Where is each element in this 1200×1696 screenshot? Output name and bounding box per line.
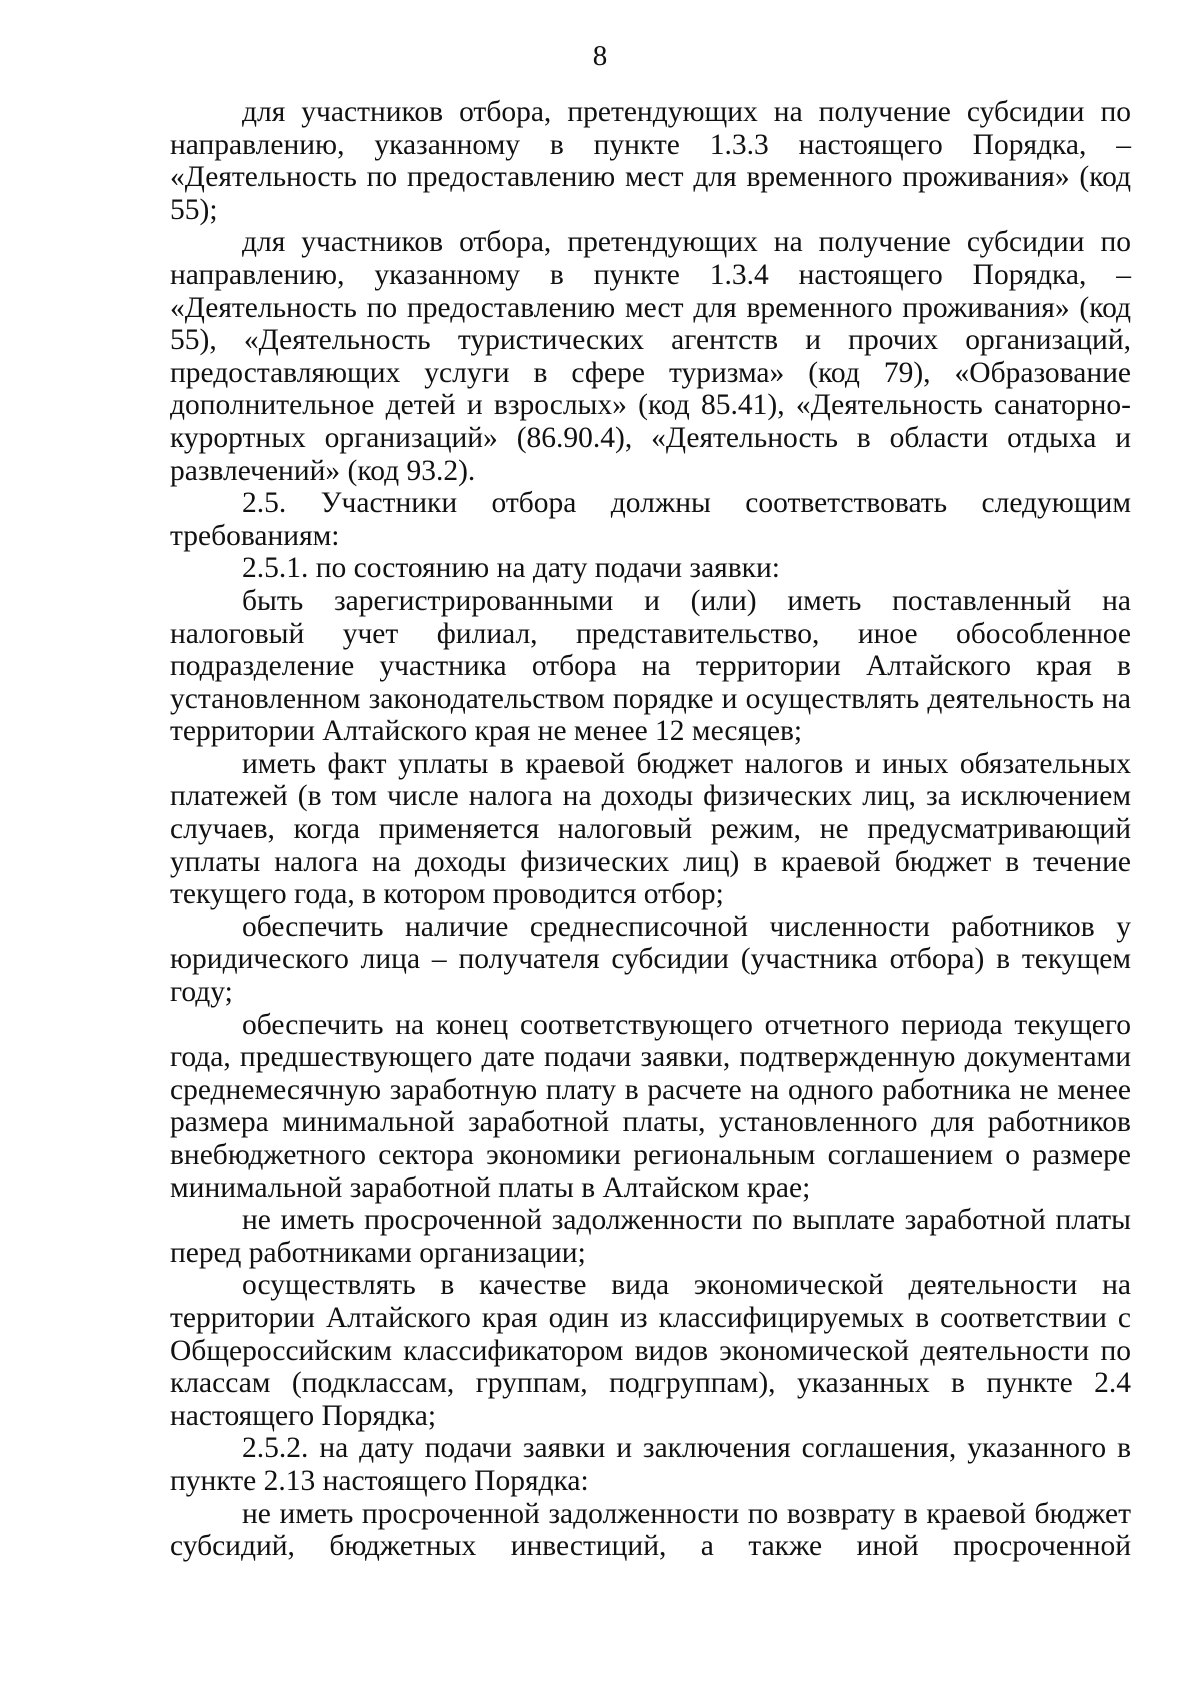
paragraph-activity-type-requirement: осуществлять в качестве вида экономической деятельности на территории Алтайского края один из классифицируемых в соответствии с Общероссийским классификатором видов экономической деятельности по классам (подклассам, группам, подгруппам), указанных в пункте 2.4 настоящего Порядка; bbox=[170, 1269, 1131, 1432]
paragraph-section-2-5-1: 2.5.1. по состоянию на дату подачи заявки: bbox=[242, 552, 780, 585]
paragraph-no-budget-arrears: не иметь просроченной задолженности по возврату в краевой бюджет субсидий, бюджетных инвестиций, а также иной просроченной bbox=[170, 1497, 1131, 1563]
paragraph-code-55-item-1-3-3: для участников отбора, претендующих на получение субсидии по направлению, указанному в пункте 1.3.3 настоящего Порядка, – «Деятельность по предоставлению мест для временного проживания» (код 55); bbox=[170, 96, 1131, 226]
paragraph-tax-payment-requirement: иметь факт уплаты в краевой бюджет налогов и иных обязательных платежей (в том числе налога на доходы физических лиц, за исключением случаев, когда применяется налоговый режим, не предусматривающий уплаты налога на доходы физических лиц) в краевой бюджет в течение текущего года, в котором проводится отбор; bbox=[170, 747, 1131, 911]
paragraph-headcount-requirement: обеспечить наличие среднесписочной численности работников у юридического лица – получателя субсидии (участника отбора) в текущем году; bbox=[170, 910, 1131, 1009]
page-number: 8 bbox=[592, 40, 608, 72]
paragraph-section-2-5-2: 2.5.2. на дату подачи заявки и заключения соглашения, указанного в пункте 2.13 настоящего Порядка: bbox=[170, 1432, 1131, 1497]
paragraph-registration-requirement: быть зарегистрированными и (или) иметь поставленный на налоговый учет филиал, представительство, иное обособленное подразделение участника отбора на территории Алтайского края в установленном законодательством порядке и осуществлять деятельность на территории Алтайского края не менее 12 месяцев; bbox=[170, 584, 1131, 748]
paragraph-codes-item-1-3-4: для участников отбора, претендующих на получение субсидии по направлению, указанному в пункте 1.3.4 настоящего Порядка, – «Деятельность по предоставлению мест для временного проживания» (код 55), «Деятельность туристических агентств и прочих организаций, предоставляющих услуги в сфере туризма» (код 79), «Образование дополнительное детей и взрослых» (код 85.41), «Деятельность санаторно-курортных организаций» (86.90.4), «Деятельность в области отдыха и развлечений» (код 93.2). bbox=[170, 226, 1131, 487]
paragraph-no-wage-arrears: не иметь просроченной задолженности по выплате заработной платы перед работниками организации; bbox=[170, 1204, 1131, 1269]
document-body bbox=[170, 96, 1131, 1563]
paragraph-salary-requirement: обеспечить на конец соответствующего отчетного периода текущего года, предшествующего дате подачи заявки, подтвержденную документами среднемесячную заработную плату в расчете на одного работника не менее размера минимальной заработной платы, установленного для работников внебюджетного сектора экономики региональным соглашением о размере минимальной заработной платы в Алтайском крае; bbox=[170, 1008, 1131, 1204]
paragraph-section-2-5: 2.5. Участники отбора должны соответствовать следующим требованиям: bbox=[170, 487, 1131, 552]
